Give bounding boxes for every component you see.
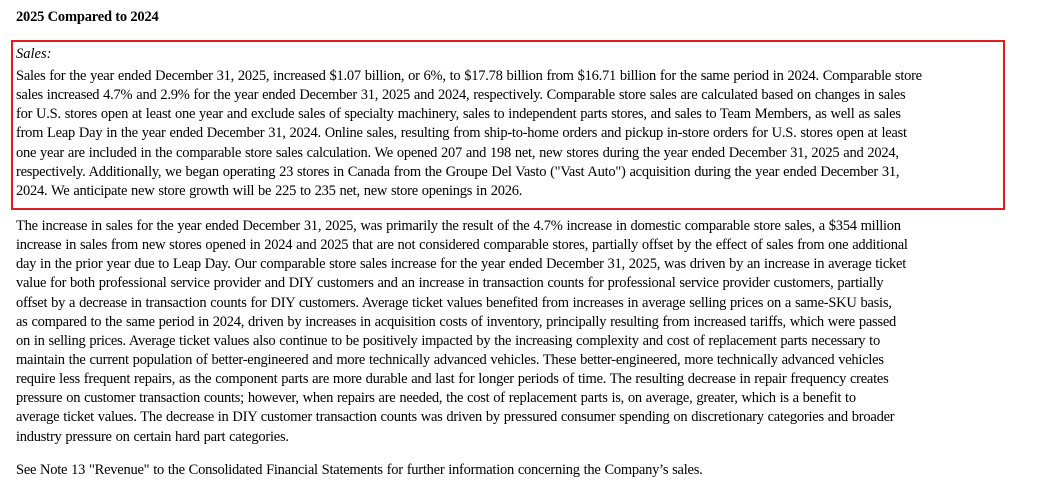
paragraph-line: sales increased 4.7% and 2.9% for the year ended December 31, 2025 and 2024, respectively. Comparable store sales are calculated based on changes in sales bbox=[16, 87, 906, 104]
paragraph-line: value for both professional service provider and DIY customers and an increase in transaction counts for professional service provider customers, partially bbox=[16, 275, 884, 292]
paragraph-line: industry pressure on certain hard part categories. bbox=[16, 428, 289, 445]
paragraph-line: maintain the current population of better-engineered and more technically advanced vehicles. These better-engineered, more technically advanced vehicles bbox=[16, 351, 884, 368]
revenue-note-paragraph bbox=[16, 461, 702, 480]
sales-subheading: Sales: bbox=[16, 46, 52, 62]
paragraph-line: See Note 13 "Revenue" to the Consolidated Financial Statements for further information concerning the Company’s sales. bbox=[16, 462, 703, 478]
paragraph-line: for U.S. stores open at least one year and exclude sales of specialty machinery, sales to independent parts stores, and sales to Team Members, as well as sales bbox=[16, 106, 901, 123]
paragraph-line: day in the prior year due to Leap Day. Our comparable store sales increase for the year ended December 31, 2025, was driven by an increase in average ticket bbox=[16, 256, 906, 273]
sales-summary-paragraph bbox=[16, 67, 922, 201]
sales-increase-paragraph bbox=[16, 217, 908, 447]
paragraph-line: average ticket values. The decrease in DIY customer transaction counts was driven by pressured consumer spending on discretionary categories and broader bbox=[16, 409, 895, 426]
paragraph-line: pressure on customer transaction counts; however, when repairs are needed, the cost of replacement parts is, on average, greater, which is a benefit to bbox=[16, 390, 856, 407]
paragraph-line: The increase in sales for the year ended December 31, 2025, was primarily the result of the 4.7% increase in domestic comparable store sales, a $354 million bbox=[16, 218, 901, 234]
section-heading: 2025 Compared to 2024 bbox=[16, 9, 159, 25]
paragraph-line: increase in sales from new stores opened in 2024 and 2025 that are not considered comparable stores, partially offset by the effect of sales from one additional bbox=[16, 237, 908, 254]
paragraph-line: require less frequent repairs, as the component parts are more durable and last for longer periods of time. The resulting decrease in repair frequency creates bbox=[16, 371, 889, 388]
paragraph-line: offset by a decrease in transaction counts for DIY customers. Average ticket values benefited from increases in average selling prices on a same-SKU basis, bbox=[16, 294, 892, 311]
paragraph-line: respectively. Additionally, we began operating 23 stores in Canada from the Groupe Del Vasto ("Vast Auto") acquisition during the year ended December 31, bbox=[16, 163, 900, 180]
paragraph-line: as compared to the same period in 2024, driven by increases in acquisition costs of inventory, principally resulting from increased tariffs, which were passed bbox=[16, 313, 897, 330]
paragraph-line: from Leap Day in the year ended December 31, 2024. Online sales, resulting from ship-to-home orders and pickup in-store orders for U.S. stores open at least bbox=[16, 125, 907, 142]
paragraph-line: one year are included in the comparable store sales calculation. We opened 207 and 198 net, new stores during the year ended December 31, 2025 and 2024, bbox=[16, 144, 899, 161]
paragraph-line: on in selling prices. Average ticket values also continue to be positively impacted by the increasing complexity and cost of replacement parts necessary to bbox=[16, 332, 880, 349]
paragraph-line: Sales for the year ended December 31, 2025, increased $1.07 billion, or 6%, to $17.78 billion from $16.71 billion for the same period in 2024. Comparable store bbox=[16, 68, 922, 84]
paragraph-line: 2024. We anticipate new store growth will be 225 to 235 net, new store openings in 2026. bbox=[16, 182, 523, 199]
